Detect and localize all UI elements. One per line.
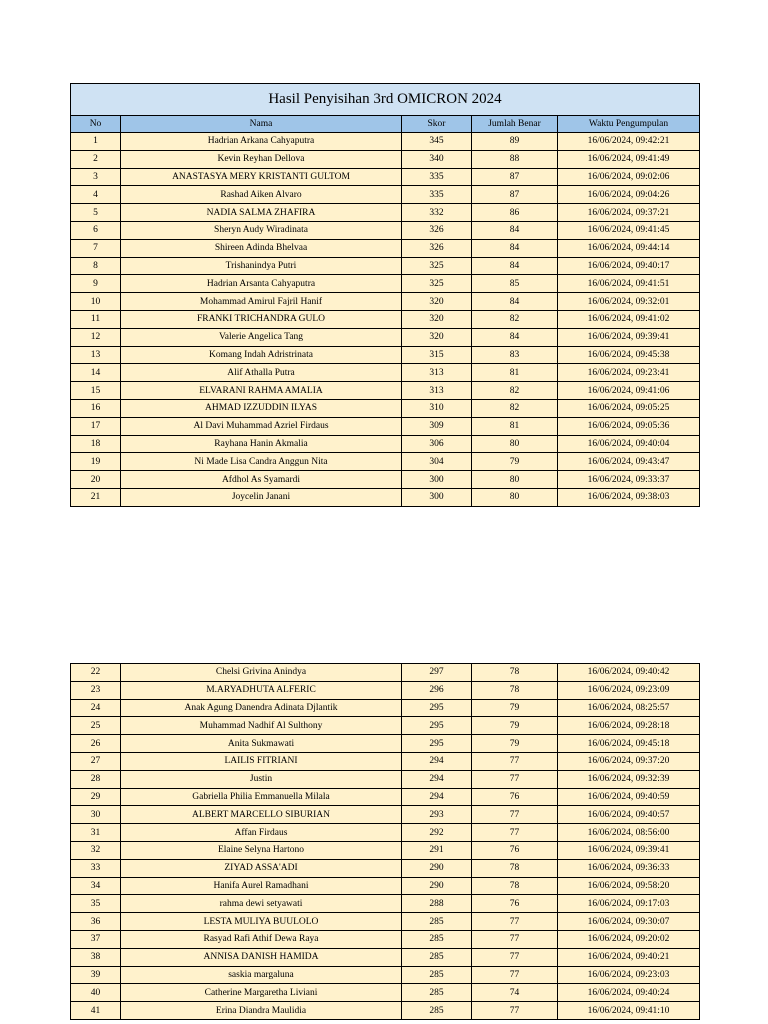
cell-jumlah-benar: 76	[472, 788, 558, 806]
cell-waktu: 16/06/2024, 09:40:57	[558, 806, 700, 824]
cell-skor: 335	[402, 168, 472, 186]
column-header-jumlah-benar: Jumlah Benar	[472, 116, 558, 133]
cell-waktu: 16/06/2024, 09:40:59	[558, 788, 700, 806]
cell-skor: 332	[402, 204, 472, 222]
cell-nama: Hanifa Aurel Ramadhani	[121, 877, 402, 895]
cell-skor: 320	[402, 328, 472, 346]
cell-nama: Valerie Angelica Tang	[121, 328, 402, 346]
cell-skor: 320	[402, 293, 472, 311]
table-row	[71, 877, 700, 895]
column-header-waktu-pengumpulan: Waktu Pengumpulan	[558, 116, 700, 133]
table-row	[71, 150, 700, 168]
table-row	[71, 275, 700, 293]
cell-nama: Erina Diandra Maulidia	[121, 1002, 402, 1020]
cell-waktu: 16/06/2024, 09:20:02	[558, 930, 700, 948]
cell-waktu: 16/06/2024, 09:40:04	[558, 435, 700, 453]
cell-nama: Al Davi Muhammad Azriel Firdaus	[121, 417, 402, 435]
cell-jumlah-benar: 79	[472, 717, 558, 735]
cell-jumlah-benar: 79	[472, 735, 558, 753]
table-row	[71, 824, 700, 842]
cell-no: 35	[71, 895, 121, 913]
table-title: Hasil Penyisihan 3rd OMICRON 2024	[71, 84, 700, 116]
table-row	[71, 364, 700, 382]
table-row	[71, 399, 700, 417]
table-row	[71, 453, 700, 471]
table-row	[71, 948, 700, 966]
cell-jumlah-benar: 84	[472, 293, 558, 311]
cell-nama: Rashad Aiken Alvaro	[121, 186, 402, 204]
cell-waktu: 16/06/2024, 09:42:21	[558, 133, 700, 151]
cell-jumlah-benar: 77	[472, 930, 558, 948]
cell-jumlah-benar: 84	[472, 257, 558, 275]
cell-nama: Hadrian Arsanta Cahyaputra	[121, 275, 402, 293]
cell-no: 15	[71, 382, 121, 400]
cell-jumlah-benar: 77	[472, 913, 558, 931]
cell-jumlah-benar: 86	[472, 204, 558, 222]
table-row	[71, 1002, 700, 1020]
cell-waktu: 16/06/2024, 08:25:57	[558, 699, 700, 717]
cell-no: 37	[71, 930, 121, 948]
cell-no: 39	[71, 966, 121, 984]
cell-no: 11	[71, 310, 121, 328]
cell-waktu: 16/06/2024, 09:28:18	[558, 717, 700, 735]
table-row	[71, 133, 700, 151]
table-row	[71, 221, 700, 239]
cell-no: 6	[71, 221, 121, 239]
cell-nama: Elaine Selyna Hartono	[121, 841, 402, 859]
table-row	[71, 752, 700, 770]
cell-jumlah-benar: 89	[472, 133, 558, 151]
cell-nama: Rasyad Rafi Athif Dewa Raya	[121, 930, 402, 948]
cell-waktu: 16/06/2024, 09:43:47	[558, 453, 700, 471]
cell-skor: 285	[402, 948, 472, 966]
cell-skor: 309	[402, 417, 472, 435]
cell-skor: 292	[402, 824, 472, 842]
cell-no: 5	[71, 204, 121, 222]
cell-jumlah-benar: 83	[472, 346, 558, 364]
cell-nama: Komang Indah Adristrinata	[121, 346, 402, 364]
cell-nama: Muhammad Nadhif Al Sulthony	[121, 717, 402, 735]
cell-jumlah-benar: 81	[472, 364, 558, 382]
cell-skor: 295	[402, 717, 472, 735]
cell-waktu: 16/06/2024, 09:05:25	[558, 399, 700, 417]
table-row	[71, 735, 700, 753]
cell-jumlah-benar: 87	[472, 186, 558, 204]
table-row	[71, 913, 700, 931]
cell-no: 18	[71, 435, 121, 453]
cell-nama: Justin	[121, 770, 402, 788]
cell-jumlah-benar: 78	[472, 664, 558, 682]
table-row	[71, 788, 700, 806]
cell-skor: 345	[402, 133, 472, 151]
cell-nama: Anita Sukmawati	[121, 735, 402, 753]
cell-skor: 290	[402, 859, 472, 877]
cell-nama: Alif Athalla Putra	[121, 364, 402, 382]
cell-no: 34	[71, 877, 121, 895]
cell-no: 1	[71, 133, 121, 151]
cell-jumlah-benar: 80	[472, 435, 558, 453]
cell-nama: Ni Made Lisa Candra Anggun Nita	[121, 453, 402, 471]
results-table-page-1	[70, 83, 700, 507]
cell-skor: 313	[402, 382, 472, 400]
cell-nama: NADIA SALMA ZHAFIRA	[121, 204, 402, 222]
cell-jumlah-benar: 80	[472, 471, 558, 489]
cell-no: 21	[71, 488, 121, 506]
cell-skor: 294	[402, 770, 472, 788]
cell-no: 27	[71, 752, 121, 770]
cell-waktu: 16/06/2024, 09:40:17	[558, 257, 700, 275]
cell-skor: 297	[402, 664, 472, 682]
cell-jumlah-benar: 80	[472, 488, 558, 506]
cell-nama: Gabriella Philia Emmanuella Milala	[121, 788, 402, 806]
table-row	[71, 417, 700, 435]
table-row	[71, 859, 700, 877]
cell-jumlah-benar: 77	[472, 770, 558, 788]
cell-jumlah-benar: 85	[472, 275, 558, 293]
table-row	[71, 806, 700, 824]
cell-jumlah-benar: 84	[472, 221, 558, 239]
cell-skor: 293	[402, 806, 472, 824]
cell-no: 30	[71, 806, 121, 824]
table-row	[71, 966, 700, 984]
cell-skor: 313	[402, 364, 472, 382]
cell-nama: ANASTASYA MERY KRISTANTI GULTOM	[121, 168, 402, 186]
cell-skor: 315	[402, 346, 472, 364]
column-header-no: No	[71, 116, 121, 133]
cell-no: 17	[71, 417, 121, 435]
cell-jumlah-benar: 77	[472, 752, 558, 770]
cell-skor: 320	[402, 310, 472, 328]
cell-no: 29	[71, 788, 121, 806]
table-row	[71, 984, 700, 1002]
cell-nama: ALBERT MARCELLO SIBURIAN	[121, 806, 402, 824]
table-row	[71, 168, 700, 186]
cell-nama: Kevin Reyhan Dellova	[121, 150, 402, 168]
cell-nama: Joycelin Janani	[121, 488, 402, 506]
cell-skor: 335	[402, 186, 472, 204]
cell-nama: Rayhana Hanin Akmalia	[121, 435, 402, 453]
cell-waktu: 16/06/2024, 09:58:20	[558, 877, 700, 895]
cell-skor: 296	[402, 681, 472, 699]
table-row	[71, 699, 700, 717]
cell-skor: 310	[402, 399, 472, 417]
cell-no: 8	[71, 257, 121, 275]
column-header-skor: Skor	[402, 116, 472, 133]
cell-no: 41	[71, 1002, 121, 1020]
cell-jumlah-benar: 82	[472, 382, 558, 400]
cell-no: 25	[71, 717, 121, 735]
cell-waktu: 16/06/2024, 09:45:18	[558, 735, 700, 753]
cell-no: 10	[71, 293, 121, 311]
cell-nama: saskia margaluna	[121, 966, 402, 984]
cell-nama: M.ARYADHUTA ALFERIC	[121, 681, 402, 699]
cell-waktu: 16/06/2024, 09:36:33	[558, 859, 700, 877]
cell-no: 33	[71, 859, 121, 877]
table-row	[71, 664, 700, 682]
cell-waktu: 16/06/2024, 09:40:42	[558, 664, 700, 682]
cell-jumlah-benar: 74	[472, 984, 558, 1002]
cell-waktu: 16/06/2024, 09:30:07	[558, 913, 700, 931]
cell-waktu: 16/06/2024, 09:37:21	[558, 204, 700, 222]
table-row	[71, 681, 700, 699]
cell-waktu: 16/06/2024, 09:02:06	[558, 168, 700, 186]
table-row	[71, 717, 700, 735]
cell-waktu: 16/06/2024, 09:44:14	[558, 239, 700, 257]
table-row	[71, 841, 700, 859]
cell-nama: Catherine Margaretha Liviani	[121, 984, 402, 1002]
cell-jumlah-benar: 76	[472, 895, 558, 913]
cell-jumlah-benar: 77	[472, 948, 558, 966]
table-row	[71, 488, 700, 506]
cell-jumlah-benar: 76	[472, 841, 558, 859]
cell-waktu: 16/06/2024, 09:40:24	[558, 984, 700, 1002]
cell-jumlah-benar: 79	[472, 699, 558, 717]
cell-waktu: 16/06/2024, 09:41:06	[558, 382, 700, 400]
cell-waktu: 16/06/2024, 09:23:41	[558, 364, 700, 382]
cell-waktu: 16/06/2024, 09:39:41	[558, 841, 700, 859]
cell-waktu: 16/06/2024, 08:56:00	[558, 824, 700, 842]
cell-jumlah-benar: 77	[472, 966, 558, 984]
cell-no: 3	[71, 168, 121, 186]
cell-nama: FRANKI TRICHANDRA GULO	[121, 310, 402, 328]
cell-jumlah-benar: 77	[472, 806, 558, 824]
cell-skor: 288	[402, 895, 472, 913]
cell-waktu: 16/06/2024, 09:45:38	[558, 346, 700, 364]
cell-skor: 290	[402, 877, 472, 895]
cell-no: 24	[71, 699, 121, 717]
cell-jumlah-benar: 79	[472, 453, 558, 471]
cell-waktu: 16/06/2024, 09:32:39	[558, 770, 700, 788]
cell-no: 2	[71, 150, 121, 168]
cell-no: 12	[71, 328, 121, 346]
cell-no: 31	[71, 824, 121, 842]
cell-no: 40	[71, 984, 121, 1002]
cell-jumlah-benar: 88	[472, 150, 558, 168]
cell-skor: 326	[402, 239, 472, 257]
cell-jumlah-benar: 81	[472, 417, 558, 435]
table-row	[71, 770, 700, 788]
cell-no: 28	[71, 770, 121, 788]
table-row	[71, 239, 700, 257]
cell-waktu: 16/06/2024, 09:23:03	[558, 966, 700, 984]
cell-no: 14	[71, 364, 121, 382]
cell-no: 13	[71, 346, 121, 364]
cell-waktu: 16/06/2024, 09:41:49	[558, 150, 700, 168]
cell-skor: 306	[402, 435, 472, 453]
table-row	[71, 310, 700, 328]
cell-jumlah-benar: 84	[472, 328, 558, 346]
cell-skor: 295	[402, 699, 472, 717]
cell-waktu: 16/06/2024, 09:38:03	[558, 488, 700, 506]
cell-skor: 300	[402, 488, 472, 506]
cell-skor: 325	[402, 257, 472, 275]
cell-skor: 340	[402, 150, 472, 168]
cell-nama: LAILIS FITRIANI	[121, 752, 402, 770]
cell-nama: Trishanindya Putri	[121, 257, 402, 275]
cell-nama: Hadrian Arkana Cahyaputra	[121, 133, 402, 151]
cell-nama: rahma dewi setyawati	[121, 895, 402, 913]
cell-nama: Mohammad Amirul Fajril Hanif	[121, 293, 402, 311]
table-row	[71, 257, 700, 275]
cell-nama: ZIYAD ASSA'ADI	[121, 859, 402, 877]
cell-waktu: 16/06/2024, 09:39:41	[558, 328, 700, 346]
cell-no: 38	[71, 948, 121, 966]
cell-nama: Sheryn Audy Wiradinata	[121, 221, 402, 239]
cell-no: 19	[71, 453, 121, 471]
cell-jumlah-benar: 78	[472, 877, 558, 895]
cell-skor: 285	[402, 913, 472, 931]
cell-nama: Affan Firdaus	[121, 824, 402, 842]
table-body	[71, 664, 700, 1020]
cell-waktu: 16/06/2024, 09:41:10	[558, 1002, 700, 1020]
cell-no: 32	[71, 841, 121, 859]
cell-no: 16	[71, 399, 121, 417]
cell-skor: 285	[402, 930, 472, 948]
cell-jumlah-benar: 78	[472, 681, 558, 699]
cell-nama: ANNISA DANISH HAMIDA	[121, 948, 402, 966]
cell-skor: 285	[402, 984, 472, 1002]
table-row	[71, 895, 700, 913]
table-row	[71, 204, 700, 222]
cell-jumlah-benar: 77	[472, 824, 558, 842]
cell-skor: 326	[402, 221, 472, 239]
cell-waktu: 16/06/2024, 09:41:02	[558, 310, 700, 328]
cell-waktu: 16/06/2024, 09:41:51	[558, 275, 700, 293]
cell-skor: 294	[402, 788, 472, 806]
cell-nama: Shireen Adinda Bhelvaa	[121, 239, 402, 257]
cell-no: 9	[71, 275, 121, 293]
cell-nama: LESTA MULIYA BUULOLO	[121, 913, 402, 931]
table-row	[71, 328, 700, 346]
cell-skor: 300	[402, 471, 472, 489]
cell-nama: Afdhol As Syamardi	[121, 471, 402, 489]
cell-waktu: 16/06/2024, 09:32:01	[558, 293, 700, 311]
table-row	[71, 346, 700, 364]
cell-waktu: 16/06/2024, 09:40:21	[558, 948, 700, 966]
cell-waktu: 16/06/2024, 09:04:26	[558, 186, 700, 204]
cell-waktu: 16/06/2024, 09:23:09	[558, 681, 700, 699]
table-row	[71, 382, 700, 400]
cell-waktu: 16/06/2024, 09:37:20	[558, 752, 700, 770]
results-table-page-2	[70, 663, 700, 1020]
column-header-nama: Nama	[121, 116, 402, 133]
cell-skor: 294	[402, 752, 472, 770]
cell-waktu: 16/06/2024, 09:17:03	[558, 895, 700, 913]
table-body	[71, 133, 700, 507]
cell-no: 22	[71, 664, 121, 682]
cell-nama: AHMAD IZZUDDIN ILYAS	[121, 399, 402, 417]
cell-skor: 285	[402, 1002, 472, 1020]
cell-waktu: 16/06/2024, 09:41:45	[558, 221, 700, 239]
cell-jumlah-benar: 77	[472, 1002, 558, 1020]
cell-skor: 325	[402, 275, 472, 293]
cell-jumlah-benar: 87	[472, 168, 558, 186]
cell-no: 4	[71, 186, 121, 204]
header-row	[71, 116, 700, 133]
cell-no: 7	[71, 239, 121, 257]
cell-nama: ELVARANI RAHMA AMALIA	[121, 382, 402, 400]
cell-no: 36	[71, 913, 121, 931]
cell-skor: 295	[402, 735, 472, 753]
cell-skor: 291	[402, 841, 472, 859]
table-row	[71, 293, 700, 311]
cell-jumlah-benar: 82	[472, 399, 558, 417]
cell-waktu: 16/06/2024, 09:05:36	[558, 417, 700, 435]
table-row	[71, 186, 700, 204]
cell-skor: 304	[402, 453, 472, 471]
table-row	[71, 471, 700, 489]
table-row	[71, 930, 700, 948]
cell-nama: Chelsi Grivina Anindya	[121, 664, 402, 682]
cell-jumlah-benar: 82	[472, 310, 558, 328]
cell-no: 23	[71, 681, 121, 699]
cell-no: 26	[71, 735, 121, 753]
cell-jumlah-benar: 78	[472, 859, 558, 877]
cell-waktu: 16/06/2024, 09:33:37	[558, 471, 700, 489]
cell-skor: 285	[402, 966, 472, 984]
table-row	[71, 435, 700, 453]
cell-nama: Anak Agung Danendra Adinata Djlantik	[121, 699, 402, 717]
cell-jumlah-benar: 84	[472, 239, 558, 257]
cell-no: 20	[71, 471, 121, 489]
